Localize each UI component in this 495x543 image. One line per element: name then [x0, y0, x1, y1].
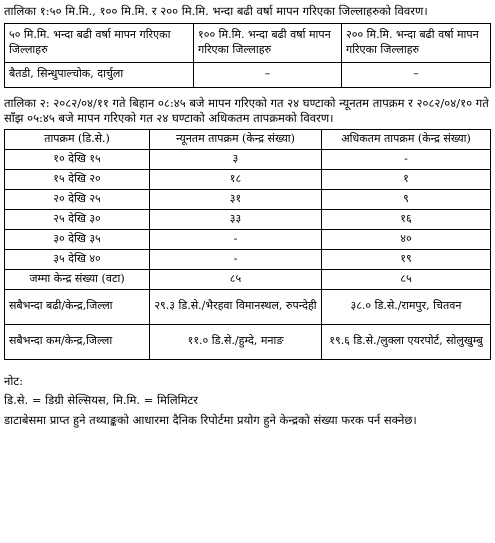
- table-row: [5, 62, 491, 87]
- min-count-cell: -: [150, 249, 322, 269]
- table2-header-row: [5, 129, 491, 149]
- notes-remark: डाटाबेसमा प्राप्त हुने तथ्याङ्कको आधारमा दैनिक रिपोर्टमा प्रयोग हुने केन्द्रको संख्या फरक पर्न सक्नेछ।: [4, 412, 417, 427]
- range-cell: २० देखि २५: [5, 189, 150, 209]
- notes-heading: नोट:: [4, 373, 24, 388]
- table-row: [5, 189, 491, 209]
- table1-cell-50mm: बैतडी, सिन्धुपाल्चोक, दार्चुला: [5, 62, 194, 87]
- range-cell: १५ देखि २०: [5, 169, 150, 189]
- table1-cell-100mm: –: [194, 62, 342, 87]
- total-row: [5, 269, 491, 289]
- min-count-cell: ३३: [150, 209, 322, 229]
- table1-caption: तालिका १:५० मि.मि., १०० मि.मि. र २०० मि.मि. भन्दा बढी वर्षा मापन गरिएका जिल्लाहरुको विवरण।: [4, 4, 428, 18]
- min-count-cell: ३: [150, 149, 322, 169]
- min-count-cell: -: [150, 229, 322, 249]
- table2-header-min: न्यूनतम तापक्रम (केन्द्र संख्या): [150, 129, 322, 149]
- total-min-cell: ८५: [150, 269, 322, 289]
- temperature-table: [4, 129, 491, 360]
- min-count-cell: ३१: [150, 189, 322, 209]
- total-max-cell: ८५: [322, 269, 491, 289]
- range-cell: १० देखि १५: [5, 149, 150, 169]
- range-cell: ३० देखि ३५: [5, 229, 150, 249]
- table1-header-100mm: १०० मि.मि. भन्दा बढी वर्षा मापन गरिएका जिल्लाहरु: [194, 23, 342, 62]
- max-count-cell: १: [322, 169, 491, 189]
- min-count-cell: १८: [150, 169, 322, 189]
- max-count-cell: १६: [322, 209, 491, 229]
- highest-row: [5, 289, 491, 324]
- table-row: [5, 229, 491, 249]
- max-count-cell: ४०: [322, 229, 491, 249]
- table1-header-200mm: २०० मि.मि. भन्दा बढी वर्षा मापन गरिएका जिल्लाहरु: [342, 23, 491, 62]
- table2-header-range: तापक्रम (डि.से.): [5, 129, 150, 149]
- range-cell: ३५ देखि ४०: [5, 249, 150, 269]
- highest-min-cell: २९.३ डि.से./भैरहवा विमानस्थल, रुपन्देही: [150, 289, 322, 324]
- highest-label-cell: सबैभन्दा बढी/केन्द्र,जिल्ला: [5, 289, 150, 324]
- total-label-cell: जम्मा केन्द्र संख्या (वटा): [5, 269, 150, 289]
- rainfall-districts-table: [4, 23, 491, 88]
- table1-cell-200mm: –: [342, 62, 491, 87]
- table2-header-max: अधिकतम तापक्रम (केन्द्र संख्या): [322, 129, 491, 149]
- table1-header-row: [5, 23, 491, 62]
- max-count-cell: ९: [322, 189, 491, 209]
- bulletin-page: [4, 4, 492, 432]
- notes-section: [4, 374, 492, 429]
- max-count-cell: १९: [322, 249, 491, 269]
- lowest-max-cell: १९.६ डि.से./लुक्ला एयरपोर्ट, सोलुखुम्बु: [322, 324, 491, 359]
- table1-header-50mm: ५० मि.मि. भन्दा बढी वर्षा मापन गरिएका जिल्लाहरु: [5, 23, 194, 62]
- max-count-cell: -: [322, 149, 491, 169]
- lowest-min-cell: ११.० डि.से./हुम्दे, मनाङ: [150, 324, 322, 359]
- table2-caption: तालिका २: २०८२/०४/११ गते बिहान ०८:४५ बजे मापन गरिएको गत २४ घण्टाको न्यूनतम तापक्रम र २०८२/०४/१० गते साँझ ०५:४५ बजे मापन गरिएको गत २४ घण्टाको अधिकतम तापक्रमको विवरण।: [4, 95, 489, 126]
- notes-abbreviations: डि.से. = डिग्री सेल्सियस, मि.मि. = मिलिमिटर: [4, 393, 198, 408]
- table-row: [5, 249, 491, 269]
- lowest-row: [5, 324, 491, 359]
- table-row: [5, 149, 491, 169]
- lowest-label-cell: सबैभन्दा कम/केन्द्र,जिल्ला: [5, 324, 150, 359]
- highest-max-cell: ३८.० डि.से./रामपुर, चितवन: [322, 289, 491, 324]
- table-row: [5, 209, 491, 229]
- range-cell: २५ देखि ३०: [5, 209, 150, 229]
- table-row: [5, 169, 491, 189]
